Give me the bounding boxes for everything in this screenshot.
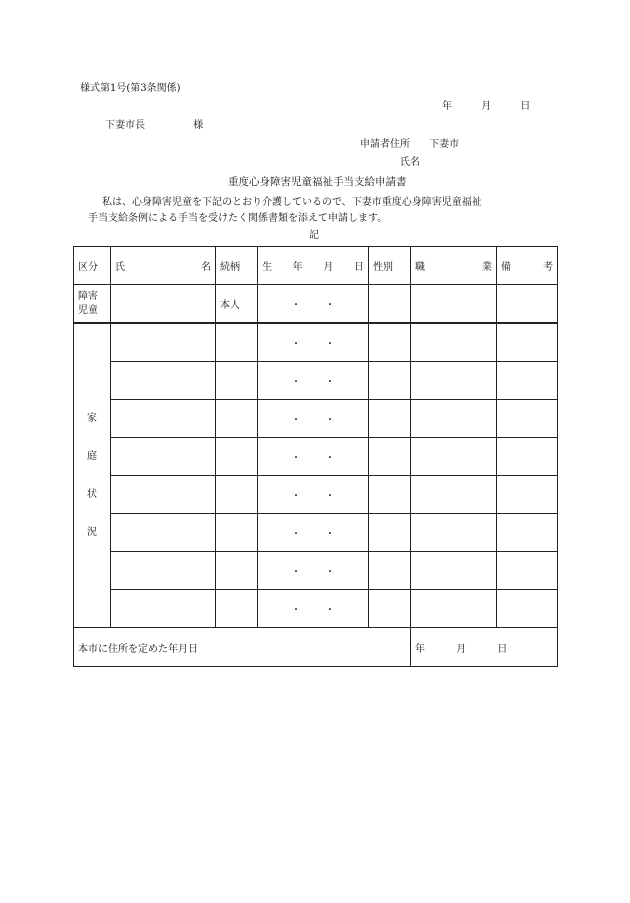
date-dot: ・ bbox=[325, 300, 335, 311]
family-relation-field[interactable] bbox=[216, 362, 258, 400]
date-dot: ・ bbox=[325, 605, 335, 616]
header-birth-month: 月 bbox=[323, 262, 334, 273]
family-remarks-field[interactable] bbox=[497, 362, 558, 400]
family-birthdate-field[interactable] bbox=[258, 323, 369, 362]
family-sex-field[interactable] bbox=[369, 323, 411, 362]
family-birthdate-field[interactable] bbox=[258, 476, 369, 514]
child-row bbox=[74, 285, 558, 324]
family-row bbox=[74, 552, 558, 590]
date-dot: ・ bbox=[325, 377, 335, 388]
family-sex-field[interactable] bbox=[369, 438, 411, 476]
family-remarks-field[interactable] bbox=[497, 323, 558, 362]
applicant-name-label: 氏名 bbox=[400, 157, 420, 168]
family-birthdate-field[interactable] bbox=[258, 362, 369, 400]
date-dot: ・ bbox=[291, 605, 301, 616]
family-row bbox=[74, 362, 558, 400]
header-birth-day: 日 bbox=[353, 262, 364, 273]
header-name-b: 名 bbox=[201, 262, 211, 273]
child-relation: 本人 bbox=[216, 285, 258, 324]
family-row bbox=[74, 476, 558, 514]
family-label-char: 状 bbox=[87, 488, 97, 500]
family-remarks-field[interactable] bbox=[497, 400, 558, 438]
header-birthdate bbox=[258, 247, 369, 285]
family-row bbox=[74, 438, 558, 476]
family-name-field[interactable] bbox=[111, 590, 216, 628]
family-row bbox=[74, 590, 558, 628]
family-occupation-field[interactable] bbox=[411, 362, 497, 400]
application-date bbox=[442, 102, 556, 112]
family-relation-field[interactable] bbox=[216, 476, 258, 514]
family-name-field[interactable] bbox=[111, 552, 216, 590]
family-remarks-field[interactable] bbox=[497, 476, 558, 514]
family-occupation-field[interactable] bbox=[411, 590, 497, 628]
child-name-field[interactable] bbox=[111, 285, 216, 324]
family-remarks-field[interactable] bbox=[497, 552, 558, 590]
date-dot: ・ bbox=[325, 453, 335, 464]
child-occupation-field[interactable] bbox=[411, 285, 497, 324]
date-dot: ・ bbox=[291, 377, 301, 388]
applicant-address-value: 下妻市 bbox=[429, 139, 460, 150]
header-name bbox=[111, 247, 216, 285]
family-occupation-field[interactable] bbox=[411, 323, 497, 362]
family-sex-field[interactable] bbox=[369, 514, 411, 552]
date-year-label: 年 bbox=[442, 101, 452, 112]
header-birth-year: 年 bbox=[292, 262, 303, 273]
date-dot: ・ bbox=[325, 529, 335, 540]
header-sex: 性別 bbox=[369, 247, 411, 285]
child-label bbox=[74, 285, 111, 324]
family-name-field[interactable] bbox=[111, 514, 216, 552]
family-label-char: 家 bbox=[87, 412, 97, 424]
family-relation-field[interactable] bbox=[216, 590, 258, 628]
family-row bbox=[74, 400, 558, 438]
date-dot: ・ bbox=[325, 415, 335, 426]
body-text bbox=[88, 195, 558, 227]
header-category: 区分 bbox=[74, 247, 111, 285]
header-remarks bbox=[497, 247, 558, 285]
date-month-label: 月 bbox=[481, 101, 492, 112]
addressee-name: 下妻市長 bbox=[105, 120, 145, 131]
addressee-honorific: 様 bbox=[193, 120, 204, 131]
header-relation: 続柄 bbox=[216, 247, 258, 285]
residence-day-label: 日 bbox=[497, 643, 508, 655]
family-occupation-field[interactable] bbox=[411, 438, 497, 476]
residence-year-label: 年 bbox=[415, 643, 425, 655]
family-name-field[interactable] bbox=[111, 323, 216, 362]
child-birthdate-field[interactable] bbox=[258, 285, 369, 324]
applicant-address-label: 申請者住所 bbox=[360, 139, 410, 150]
residence-date-row bbox=[74, 628, 558, 667]
family-name-field[interactable] bbox=[111, 476, 216, 514]
family-sex-field[interactable] bbox=[369, 552, 411, 590]
residence-month-label: 月 bbox=[456, 643, 467, 655]
date-dot: ・ bbox=[291, 491, 301, 502]
applicant-address bbox=[360, 140, 459, 150]
date-dot: ・ bbox=[291, 339, 301, 350]
family-name-field[interactable] bbox=[111, 362, 216, 400]
family-remarks-field[interactable] bbox=[497, 438, 558, 476]
residence-date-field[interactable] bbox=[411, 628, 558, 667]
header-note-b: 考 bbox=[543, 262, 553, 273]
ki-heading: 記 bbox=[309, 230, 319, 241]
header-job-a: 職 bbox=[415, 262, 425, 273]
family-label-char: 況 bbox=[87, 526, 97, 538]
date-dot: ・ bbox=[325, 567, 335, 578]
addressee bbox=[105, 121, 203, 131]
family-section bbox=[74, 323, 558, 628]
child-label-line1: 障害 bbox=[78, 290, 98, 302]
child-sex-field[interactable] bbox=[369, 285, 411, 324]
family-label bbox=[74, 323, 111, 628]
header-note-a: 備 bbox=[501, 262, 511, 273]
family-sex-field[interactable] bbox=[369, 400, 411, 438]
family-row bbox=[74, 323, 558, 362]
family-birthdate-field[interactable] bbox=[258, 514, 369, 552]
application-table bbox=[73, 246, 558, 667]
header-birth-a: 生 bbox=[262, 262, 272, 273]
family-occupation-field[interactable] bbox=[411, 514, 497, 552]
date-dot: ・ bbox=[291, 529, 301, 540]
family-occupation-field[interactable] bbox=[411, 552, 497, 590]
family-birthdate-field[interactable] bbox=[258, 438, 369, 476]
family-label-char: 庭 bbox=[87, 450, 97, 462]
date-dot: ・ bbox=[291, 453, 301, 464]
date-day-label: 日 bbox=[520, 101, 531, 112]
family-name-field[interactable] bbox=[111, 400, 216, 438]
date-dot: ・ bbox=[291, 300, 301, 311]
family-sex-field[interactable] bbox=[369, 590, 411, 628]
family-birthdate-field[interactable] bbox=[258, 590, 369, 628]
family-occupation-field[interactable] bbox=[411, 476, 497, 514]
body-line-2: 手当支給条例による手当を受けたく関係書類を添えて申請します。 bbox=[88, 213, 388, 224]
date-dot: ・ bbox=[291, 415, 301, 426]
family-relation-field[interactable] bbox=[216, 552, 258, 590]
form-number: 様式第1号(第3条関係) bbox=[80, 83, 181, 94]
header-name-a: 氏 bbox=[115, 262, 125, 273]
child-remarks-field[interactable] bbox=[497, 285, 558, 324]
family-sex-field[interactable] bbox=[369, 476, 411, 514]
family-relation-field[interactable] bbox=[216, 438, 258, 476]
date-dot: ・ bbox=[325, 491, 335, 502]
header-job-b: 業 bbox=[482, 262, 492, 273]
family-occupation-field[interactable] bbox=[411, 400, 497, 438]
family-birthdate-field[interactable] bbox=[258, 400, 369, 438]
header-occupation bbox=[411, 247, 497, 285]
document-title: 重度心身障害児童福祉手当支給申請書 bbox=[228, 176, 407, 188]
body-line-1: 私は、心身障害児童を下記のとおり介護しているので、下妻市重度心身障害児童福祉 bbox=[102, 197, 482, 208]
family-remarks-field[interactable] bbox=[497, 514, 558, 552]
family-relation-field[interactable] bbox=[216, 400, 258, 438]
family-name-field[interactable] bbox=[111, 438, 216, 476]
family-birthdate-field[interactable] bbox=[258, 552, 369, 590]
date-dot: ・ bbox=[291, 567, 301, 578]
residence-date-label: 本市に住所を定めた年月日 bbox=[74, 628, 411, 667]
family-sex-field[interactable] bbox=[369, 362, 411, 400]
table-header-row bbox=[74, 247, 558, 285]
child-label-line2: 児童 bbox=[78, 304, 98, 316]
family-remarks-field[interactable] bbox=[497, 590, 558, 628]
date-dot: ・ bbox=[325, 339, 335, 350]
family-relation-field[interactable] bbox=[216, 514, 258, 552]
family-relation-field[interactable] bbox=[216, 323, 258, 362]
family-row bbox=[74, 514, 558, 552]
